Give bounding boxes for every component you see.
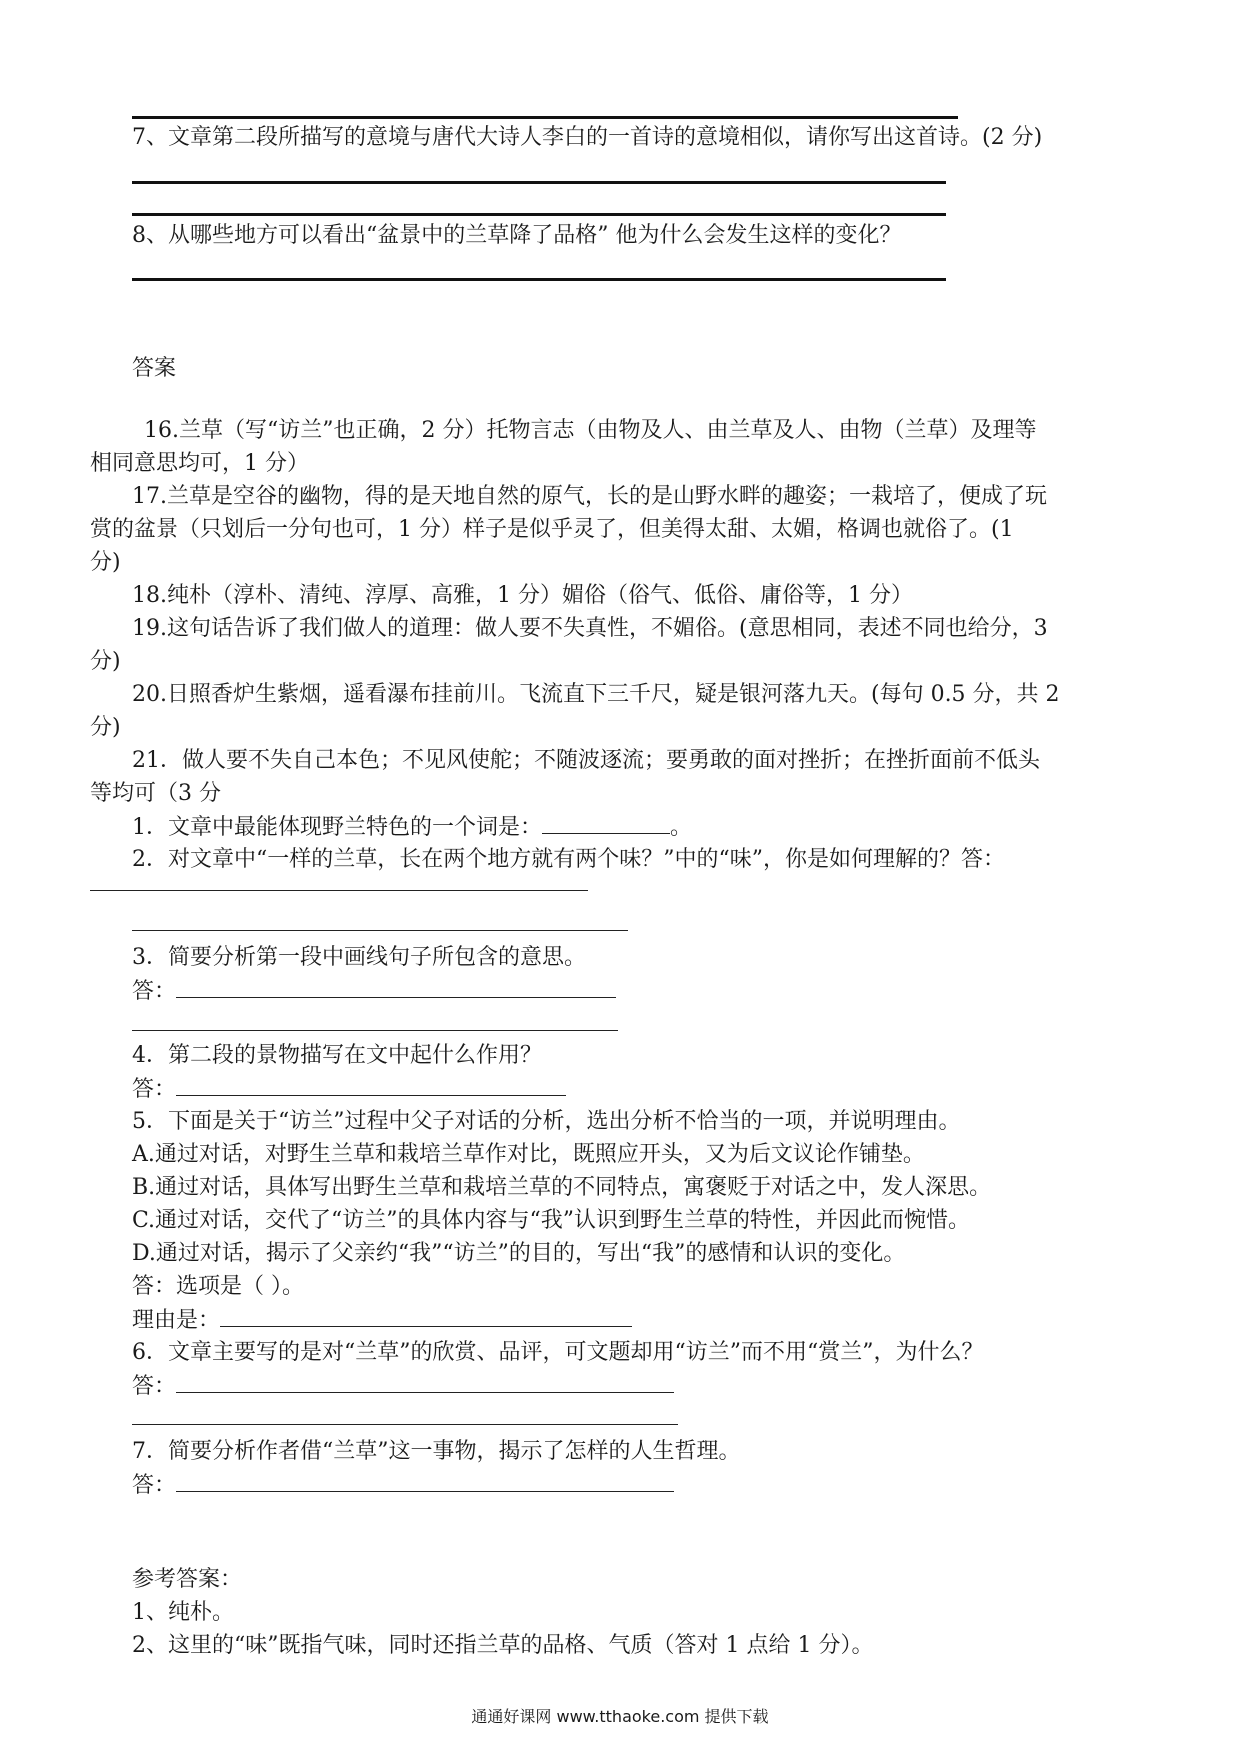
exercise-q7-answer: [132, 1469, 674, 1502]
reference-2: 2、这里的“味”既指气味，同时还指兰草的品格、气质（答对 1 点给 1 分）。: [132, 1633, 874, 1658]
answers-heading: 答案: [132, 356, 177, 381]
reference-1: 1、纯朴。: [132, 1600, 234, 1625]
answer-20-line1: 20.日照香炉生紫烟，遥看瀑布挂前川。飞流直下三千尺，疑是银河落九天。(每句 0.5 分，共 2: [132, 682, 1060, 707]
exercise-q6-answer: [132, 1370, 674, 1403]
option-c: C.通过对话，交代了“访兰”的具体内容与“我”认识到野生兰草的特性，并因此而惋惜。: [132, 1208, 971, 1233]
exercise-q5-answer: 答：选项是（ ）。: [132, 1274, 304, 1299]
answer-21-line2: 等均可（3 分: [90, 781, 221, 806]
answer-blank[interactable]: [176, 1073, 566, 1096]
question-8-top: 8、从哪些地方可以看出“盆景中的兰草降了品格” 他为什么会发生这样的变化？: [132, 223, 902, 248]
exercise-q3-answer: [132, 975, 616, 1008]
answer-blank[interactable]: [176, 975, 616, 998]
answer-blank[interactable]: [220, 1304, 632, 1327]
answer-label: 答：: [132, 1374, 177, 1399]
exercise-q1-end: 。: [670, 815, 693, 840]
answer-blank[interactable]: [90, 868, 588, 891]
answer-label: 答：: [132, 1473, 177, 1498]
exercise-q1-text: 1．文章中最能体现野兰特色的一个词是：: [132, 815, 542, 840]
answer-16-line1: 16.兰草（写“访兰”也正确，2 分）托物言志（由物及人、由兰草及人、由物（兰草）及理等: [144, 418, 1037, 443]
exercise-q6: 6．文章主要写的是对“兰草”的欣赏、品评，可文题却用“访兰”而不用“赏兰”，为什么？: [132, 1340, 984, 1365]
exercise-q4-answer: [132, 1073, 566, 1106]
answer-19-line1: 19.这句话告诉了我们做人的道理：做人要不失真性，不媚俗。(意思相同，表述不同也给分，3: [132, 616, 1048, 641]
answer-blank[interactable]: [176, 1370, 674, 1393]
reason-label: 理由是：: [132, 1308, 221, 1333]
answer-blank[interactable]: [542, 811, 670, 834]
answer-19-line2: 分): [90, 649, 121, 674]
answer-18: 18.纯朴（淳朴、清纯、淳厚、高雅，1 分）媚俗（俗气、低俗、庸俗等，1 分）: [132, 583, 913, 608]
answer-blank[interactable]: [132, 1008, 618, 1031]
exercise-q5-reason: [132, 1304, 632, 1337]
answer-rule: [132, 278, 946, 281]
page-footer: 通通好课网 www.tthaoke.com 提供下载: [471, 1707, 769, 1726]
exercise-q7: 7．简要分析作者借“兰草”这一事物，揭示了怎样的人生哲理。: [132, 1439, 741, 1464]
answer-blank[interactable]: [132, 908, 628, 931]
answer-16-line2: 相同意思均可，1 分）: [90, 451, 309, 476]
exercise-q1: [132, 811, 692, 844]
option-b: B.通过对话，具体写出野生兰草和栽培兰草的不同特点，寓褒贬于对话之中，发人深思。: [132, 1175, 992, 1200]
answer-17-line1: 17.兰草是空谷的幽物，得的是天地自然的原气，长的是山野水畔的趣姿；一栽培了，便成了玩: [132, 484, 1047, 509]
answer-blank[interactable]: [176, 1469, 674, 1492]
exercise-q2: 2．对文章中“一样的兰草，长在两个地方就有两个味？”中的“味”，你是如何理解的？答：: [132, 847, 1005, 872]
option-a: A.通过对话，对野生兰草和栽培兰草作对比，既照应开头，又为后文议论作铺垫。: [132, 1142, 925, 1167]
answer-rule: [132, 116, 958, 119]
exercise-q5: 5．下面是关于“访兰”过程中父子对话的分析，选出分析不恰当的一项，并说明理由。: [132, 1109, 961, 1134]
answer-17-line3: 分): [90, 550, 121, 575]
answer-21-line1: 21．做人要不失自己本色；不见风使舵；不随波逐流；要勇敢的面对挫折；在挫折面前不低头: [132, 748, 1040, 773]
answer-17-line2: 赏的盆景（只划后一分句也可，1 分）样子是似乎灵了，但美得太甜、太媚，格调也就俗了。(1: [90, 517, 1014, 542]
question-7-top: 7、文章第二段所描写的意境与唐代大诗人李白的一首诗的意境相似，请你写出这首诗。(2 分): [132, 125, 1043, 150]
answer-label: 答：: [132, 1077, 177, 1102]
answer-rule: [132, 213, 946, 216]
exercise-q4: 4．第二段的景物描写在文中起什么作用？: [132, 1043, 542, 1068]
reference-heading: 参考答案：: [132, 1567, 243, 1592]
exercise-q3: 3．简要分析第一段中画线句子所包含的意思。: [132, 945, 586, 970]
answer-rule: [132, 181, 946, 184]
answer-20-line2: 分): [90, 715, 121, 740]
option-d: D.通过对话，揭示了父亲约“我”“访兰”的目的，写出“我”的感情和认识的变化。: [132, 1241, 906, 1266]
answer-label: 答：: [132, 979, 177, 1004]
answer-blank[interactable]: [132, 1402, 678, 1425]
